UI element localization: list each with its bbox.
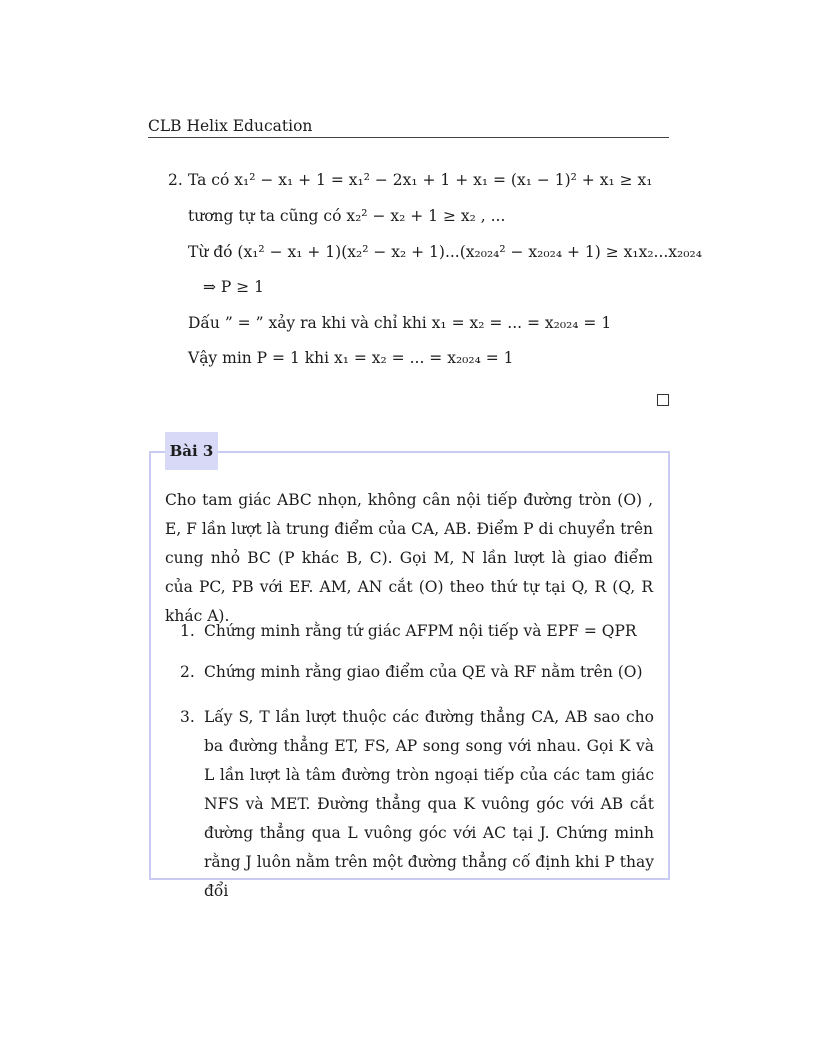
qed-symbol [657,394,669,406]
problem-item-3-text: Lấy S, T lần lượt thuộc các đường thẳng CA, AB sao cho ba đường thẳng ET, FS, AP song song với nhau. Gọi K và L lần lượt là tâm đường tròn ngoại tiếp của các tam giác NFS và MET. Đường thẳng qua K vuông góc với AB cắt đường thẳng qua L vuông góc với AC tại J. Chứng minh rằng J luôn nằm trên một đường thẳng cố định khi P thay đổi [204,708,654,900]
page-header: CLB Helix Education [148,117,313,135]
solution-line-2: tương tự ta cũng có x₂² − x₂ + 1 ≥ x₂ , ... [188,207,506,225]
problem-item-2-label: 2. [180,663,195,681]
problem-intro: Cho tam giác ABC nhọn, không cân nội tiếp đường tròn (O) , E, F lần lượt là trung điểm của CA, AB. Điểm P di chuyển trên cung nhỏ BC (P khác B, C). Gọi M, N lần lượt là giao điểm của PC, PB với EF. AM, AN cắt (O) theo thứ tự tại Q, R (Q, R khác A). [165,491,653,625]
problem-item-1-label: 1. [180,622,195,640]
solution-line-1: Ta có x₁² − x₁ + 1 = x₁² − 2x₁ + 1 + x₁ = (x₁ − 1)² + x₁ ≥ x₁ [188,171,653,189]
problem-item-1 [180,617,654,646]
solution-line-5: Dấu ” = ” xảy ra khi và chỉ khi x₁ = x₂ = ... = x₂₀₂₄ = 1 [188,314,612,332]
problem-tag: Bài 3 [165,432,218,470]
header-rule [148,137,669,138]
problem-item-2-text: Chứng minh rằng giao điểm của QE và RF nằm trên (O) [204,663,643,681]
problem-item-3 [180,703,654,906]
problem-item-1-text: Chứng minh rằng tứ giác AFPM nội tiếp và EPF = QPR [204,622,637,640]
solution-item-number: 2. [168,171,183,189]
problem-item-2 [180,658,654,687]
solution-line-6: Vậy min P = 1 khi x₁ = x₂ = ... = x₂₀₂₄ = 1 [188,349,514,367]
problem-item-3-label: 3. [180,708,195,726]
solution-line-3: Từ đó (x₁² − x₁ + 1)(x₂² − x₂ + 1)...(x₂₀₂₄² − x₂₀₂₄ + 1) ≥ x₁x₂...x₂₀₂₄ [188,243,702,261]
solution-line-4: ⇒ P ≥ 1 [203,278,265,296]
